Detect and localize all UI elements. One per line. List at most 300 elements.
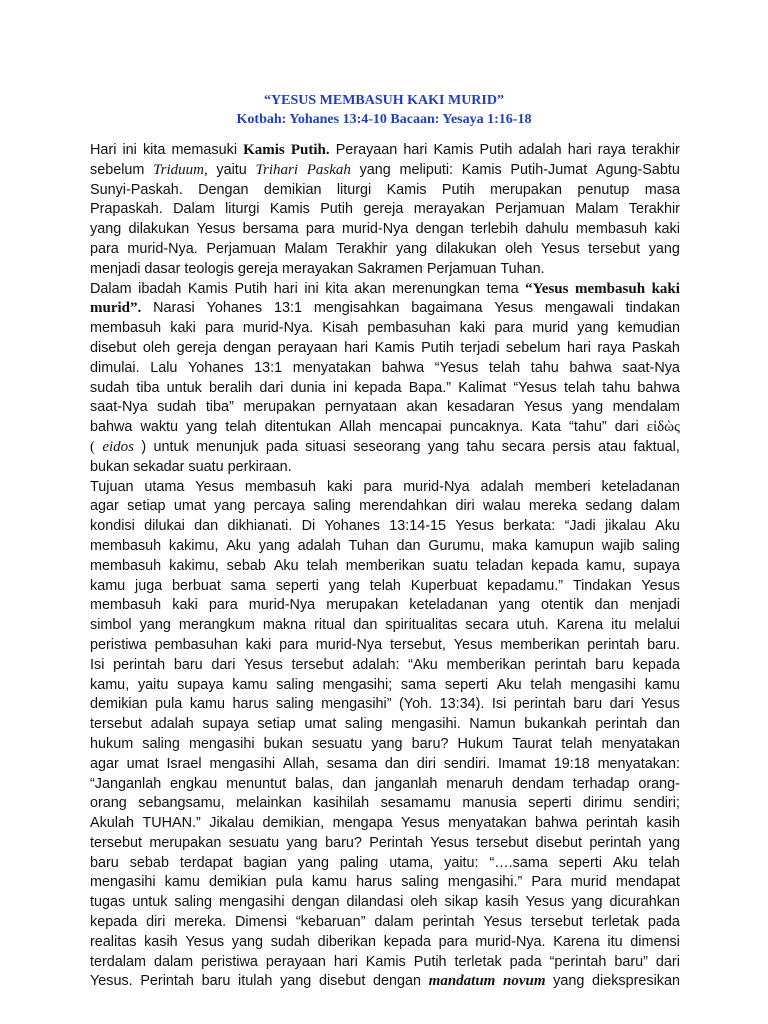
word: kasih	[485, 894, 519, 911]
word: adalah	[150, 716, 194, 733]
word: Yesus	[494, 300, 534, 317]
word: Putih	[421, 339, 454, 356]
word: Allah,	[282, 755, 319, 772]
word: Para	[531, 874, 562, 891]
body-line	[90, 398, 680, 418]
word: Yohanes	[324, 518, 380, 535]
word: perintah	[113, 656, 166, 673]
word: tiba	[136, 379, 160, 396]
word: Aku	[273, 557, 299, 574]
word: Trihari	[255, 161, 299, 178]
body-line	[90, 497, 680, 517]
word: disebut	[535, 834, 583, 851]
word: dari	[211, 656, 236, 673]
word: harus	[232, 696, 269, 713]
word: saat-Nya	[622, 359, 680, 376]
word: perayaan	[277, 339, 338, 356]
word: dan	[396, 537, 421, 554]
word: memasuki	[171, 142, 238, 158]
word: memberikan	[500, 636, 580, 653]
word: pula	[155, 696, 183, 713]
word: tersebut	[90, 716, 142, 733]
word: membasuh	[575, 280, 646, 297]
word: dimulai.	[90, 359, 140, 376]
word: kaki	[245, 636, 272, 653]
word: Terakhir	[628, 201, 680, 218]
word: merayakan	[413, 201, 485, 218]
word: Kalimat	[458, 379, 507, 396]
word: Akulah	[90, 815, 135, 832]
word: gereja	[238, 260, 279, 277]
word: kaki	[651, 280, 680, 297]
word: Dalam	[173, 201, 215, 218]
word: mengasihi”	[321, 696, 392, 713]
word: dendam	[511, 775, 564, 792]
body-line	[90, 379, 680, 399]
word: Yesus	[525, 894, 565, 911]
word: mengasihi.	[391, 716, 461, 733]
word: juga	[135, 577, 163, 594]
word: sesuatu	[228, 834, 280, 851]
word: gereja	[176, 339, 217, 356]
word: baru	[595, 656, 624, 673]
word: murid-Nya	[248, 597, 316, 614]
word: dan	[594, 597, 619, 614]
word: perintah	[422, 914, 475, 931]
word: ditentukan	[264, 419, 332, 436]
body-line	[90, 418, 680, 438]
word: yang	[648, 240, 680, 257]
word: mandatum	[428, 973, 496, 990]
word: Sunyi-Paskah.	[90, 181, 183, 198]
body-line	[90, 141, 680, 161]
word: yang	[328, 577, 360, 594]
body-line	[90, 893, 680, 913]
body-line	[90, 775, 680, 795]
body-line	[90, 220, 680, 240]
word: murid”.	[90, 300, 142, 317]
word: Kamis	[187, 280, 228, 297]
word: Yesus	[523, 399, 563, 416]
word: sedang	[585, 498, 633, 515]
word: Tindakan	[572, 577, 632, 594]
word: faktual,	[633, 438, 680, 455]
word: sendiri.	[443, 755, 491, 772]
word: mereka	[528, 498, 577, 515]
word: yang	[214, 498, 246, 515]
word: baru	[201, 973, 231, 990]
word: Taurat	[512, 735, 553, 752]
word: Perjamuan	[495, 201, 565, 218]
word: “….sama	[489, 854, 548, 871]
word: Imamat	[497, 755, 546, 772]
word: demikian,	[262, 815, 325, 832]
word: Di	[301, 518, 316, 535]
word: Yesus	[196, 221, 236, 238]
body-line	[90, 656, 680, 676]
word: para	[279, 636, 308, 653]
word: saling	[642, 537, 680, 554]
word: demikian	[263, 181, 322, 198]
word: berkata:	[503, 518, 556, 535]
word: Hukum	[457, 735, 504, 752]
word: paling	[339, 854, 379, 871]
word: Tuhan	[348, 537, 389, 554]
word: Aku	[226, 537, 251, 554]
word: ibadah	[138, 280, 182, 297]
word: setiap	[127, 498, 166, 515]
body-line	[90, 676, 680, 696]
word: adalah	[480, 478, 524, 495]
word: )	[141, 438, 147, 455]
word: yaitu	[216, 161, 247, 178]
word: menyatakan	[601, 735, 680, 752]
word: yang	[90, 221, 122, 238]
word: itulah	[238, 973, 273, 990]
word: yang	[139, 617, 171, 634]
word: “kebaruan”	[295, 914, 366, 931]
word: dan	[342, 775, 367, 792]
word: tersebut,	[389, 636, 446, 653]
word: realitas	[90, 933, 137, 950]
word: Perintah	[369, 834, 423, 851]
word: Kamis	[386, 181, 427, 198]
word: masa	[644, 181, 680, 198]
word: beralih	[209, 379, 253, 396]
word: baru	[173, 656, 203, 673]
word: supaya	[177, 676, 224, 693]
word: para	[204, 320, 234, 337]
word: agar	[90, 498, 119, 515]
word: Dalam	[90, 280, 132, 297]
body-line	[90, 339, 680, 359]
word: Yesus	[641, 577, 680, 594]
word: bahwa	[637, 379, 680, 396]
word: mengapa	[332, 815, 393, 832]
word: walau	[482, 498, 521, 515]
word: raya	[597, 339, 626, 356]
word: sesama	[326, 755, 378, 772]
word: dan	[353, 617, 378, 634]
word: harus	[356, 874, 393, 891]
word: kepada	[632, 656, 680, 673]
word: 13:34).	[439, 696, 485, 713]
word: murid-Nya	[341, 221, 409, 238]
word: Malam	[284, 240, 328, 257]
word: eidos	[102, 438, 135, 455]
word: dari	[614, 419, 639, 436]
word: yaitu:	[444, 854, 479, 871]
word: Yesus	[641, 696, 680, 713]
word: terletak	[591, 914, 639, 931]
word: 19:18	[553, 755, 590, 772]
body-line	[90, 715, 680, 735]
word: Paskah	[306, 161, 351, 178]
word: puncaknya.	[449, 419, 524, 436]
word: mengisahkan	[313, 300, 400, 317]
word: ini	[304, 280, 319, 297]
word: tema	[486, 280, 519, 297]
word: menunjuk	[196, 438, 259, 455]
word: tersebut	[90, 834, 142, 851]
word: Yesus	[195, 478, 234, 495]
body-line	[90, 478, 680, 498]
word: Kamis	[374, 339, 415, 356]
word: baru	[90, 854, 119, 871]
word: “Yesus	[525, 280, 569, 297]
word: pada	[265, 438, 298, 455]
body-line	[90, 596, 680, 616]
word: itu	[611, 617, 627, 634]
word: 13:1	[254, 359, 283, 376]
word: hari	[344, 339, 369, 356]
sermon-reference: Kotbah: Yohanes 13:4-10 Bacaan: Yesaya 1:16-18	[236, 112, 532, 127]
word: manusia	[462, 795, 517, 812]
word: seperti	[275, 577, 319, 594]
word: persis	[552, 438, 591, 455]
body-line	[90, 319, 680, 339]
word: “Janganlah	[90, 775, 162, 792]
word: umat	[304, 716, 337, 733]
body-line	[90, 260, 680, 280]
word: kamu,	[90, 676, 130, 693]
word: utuh.	[516, 617, 549, 634]
word: hari	[567, 142, 592, 158]
word: maka	[491, 537, 528, 554]
word: pula	[275, 874, 303, 891]
word: Kamis	[243, 142, 285, 158]
word: dengan	[415, 221, 464, 238]
word: dengan	[223, 339, 272, 356]
word: suatu	[188, 458, 224, 475]
body-line	[90, 913, 680, 933]
word: memberikan	[345, 557, 425, 574]
word: adalah	[518, 142, 562, 158]
word: dengan	[291, 894, 340, 911]
word: mencapai	[379, 419, 442, 436]
word: murid-Nya.	[475, 933, 546, 950]
word: Terakhir	[336, 240, 388, 257]
word: perayaan	[265, 953, 326, 970]
word: Isi	[90, 656, 105, 673]
word: membasuh	[90, 537, 162, 554]
word: ritual	[314, 617, 346, 634]
body-line	[90, 873, 680, 893]
body-line	[90, 280, 680, 300]
word: kepada	[531, 557, 579, 574]
word: Paskah	[631, 339, 680, 356]
word: perintah	[587, 636, 640, 653]
word: bahwa	[381, 359, 425, 376]
word: Putih-Jumat	[510, 161, 588, 178]
word: terakhir	[631, 142, 680, 158]
word: diri	[455, 498, 475, 515]
word: kepada	[383, 933, 431, 950]
word: dari	[609, 696, 634, 713]
word: kemudian	[617, 320, 680, 337]
word: kaki	[172, 597, 198, 614]
body-line	[90, 794, 680, 814]
word: menyatakan	[292, 359, 372, 376]
word: liturgi	[336, 181, 372, 198]
word: liturgi	[225, 201, 260, 218]
word: TUHAN.”	[142, 815, 201, 832]
word: merupakan	[326, 597, 399, 614]
word: perintah	[513, 696, 566, 713]
word: percaya	[253, 498, 305, 515]
word: merendahkan	[359, 498, 448, 515]
word: yang	[395, 240, 428, 257]
word: Kamis	[433, 142, 474, 158]
word: Aku	[496, 676, 522, 693]
word: yang	[258, 537, 290, 554]
word: membasuh	[90, 320, 162, 337]
word: pada	[509, 953, 542, 970]
body-line	[90, 636, 680, 656]
word: dunia	[290, 379, 326, 396]
word: oleh	[142, 339, 171, 356]
body-line	[90, 359, 680, 379]
word: para	[305, 221, 335, 238]
word: Perjamuan	[206, 240, 276, 257]
word: dahulu	[525, 221, 569, 238]
word: demikian	[208, 874, 267, 891]
word: Narasi	[153, 300, 195, 317]
word: membasuh	[575, 221, 648, 238]
word: yang	[280, 973, 312, 990]
word: baru”	[614, 953, 648, 970]
word: merupakan	[490, 181, 563, 198]
word: yang	[359, 161, 391, 178]
word: mengasihi	[570, 676, 636, 693]
word: merangkum	[178, 617, 255, 634]
word: memberi	[534, 478, 591, 495]
word: Kata	[531, 419, 561, 436]
word: kamu	[90, 577, 126, 594]
word: murid	[570, 874, 607, 891]
word: Aku	[612, 854, 638, 871]
body-line	[90, 240, 680, 260]
word: Putih	[234, 280, 268, 297]
word: mengawali	[544, 300, 614, 317]
word: kamu	[311, 874, 348, 891]
word: dimensi	[630, 933, 680, 950]
word: telah	[369, 577, 401, 594]
word: supaya	[202, 716, 249, 733]
word: menyatakan:	[597, 755, 680, 772]
word: dilakukan	[128, 221, 190, 238]
word: terletak	[454, 953, 502, 970]
word: kamu,	[586, 557, 626, 574]
word: Putih	[441, 181, 475, 198]
body-line	[90, 537, 680, 557]
word: Yesus	[430, 834, 469, 851]
word: kaki	[654, 221, 680, 238]
word: kita	[142, 142, 166, 158]
word: Yesus	[453, 636, 493, 653]
body-line	[90, 161, 680, 181]
word: memberikan	[446, 656, 526, 673]
word: kamu	[232, 676, 268, 693]
word: mengasihi	[209, 755, 276, 772]
word: situasi	[305, 438, 346, 455]
word: penutup	[577, 181, 630, 198]
word: kasih	[144, 933, 178, 950]
word: kepadamu.”	[487, 577, 563, 594]
word: umat	[173, 498, 206, 515]
word: 13:1	[273, 300, 302, 317]
body-line	[90, 458, 680, 478]
word: dilakukan	[435, 240, 497, 257]
word: “Yesus	[513, 379, 557, 396]
word: untuk	[153, 438, 189, 455]
word: meliputi:	[399, 161, 454, 178]
word: sama	[400, 676, 437, 693]
word: dasar	[144, 260, 181, 277]
word: spiritualitas	[385, 617, 458, 634]
word: bukan	[263, 735, 303, 752]
word: oleh	[410, 894, 438, 911]
word: kakimu,	[169, 557, 219, 574]
word: Yohanes	[206, 300, 263, 317]
word: disebut	[90, 339, 137, 356]
word: keteladanan	[601, 478, 680, 495]
word: Perintah	[140, 973, 194, 990]
word: telah	[648, 854, 680, 871]
word: setiap	[257, 716, 296, 733]
word: kamu	[164, 874, 200, 891]
word: terdalam	[90, 953, 146, 970]
word: pembasuhan	[154, 636, 238, 653]
word: tahu	[466, 438, 495, 455]
word: para	[90, 240, 119, 257]
word: tindakan	[625, 300, 680, 317]
body-line	[90, 438, 680, 458]
word: yang	[286, 834, 318, 851]
word: kasih	[646, 815, 680, 832]
word: tersebut	[530, 914, 583, 931]
word: untuk	[132, 894, 168, 911]
word: sebelum	[90, 161, 145, 178]
word: merupakan	[149, 834, 222, 851]
word: terjadi	[460, 339, 500, 356]
document-body	[90, 141, 680, 992]
word: melalui	[634, 617, 680, 634]
word: menaruh	[446, 775, 504, 792]
word: raya	[597, 142, 626, 158]
word: hari	[403, 142, 428, 158]
word: yang	[571, 894, 603, 911]
word: menyatakan	[448, 815, 527, 832]
word: Lalu	[150, 359, 178, 376]
word: kamu	[189, 696, 226, 713]
word: otentik	[541, 597, 584, 614]
word: murid-Nya.	[127, 240, 198, 257]
word: waktu	[140, 419, 179, 436]
word: membasuh	[90, 597, 162, 614]
word: diberikan	[317, 933, 377, 950]
word: jikalau	[605, 518, 646, 535]
word: gereja	[363, 201, 404, 218]
body-line	[90, 517, 680, 537]
word: Karena	[553, 933, 600, 950]
word: atau	[598, 438, 627, 455]
word: murid	[532, 320, 569, 337]
word: kaki	[459, 320, 486, 337]
word: saling	[276, 676, 314, 693]
body-line	[90, 200, 680, 220]
word: yang	[371, 735, 403, 752]
